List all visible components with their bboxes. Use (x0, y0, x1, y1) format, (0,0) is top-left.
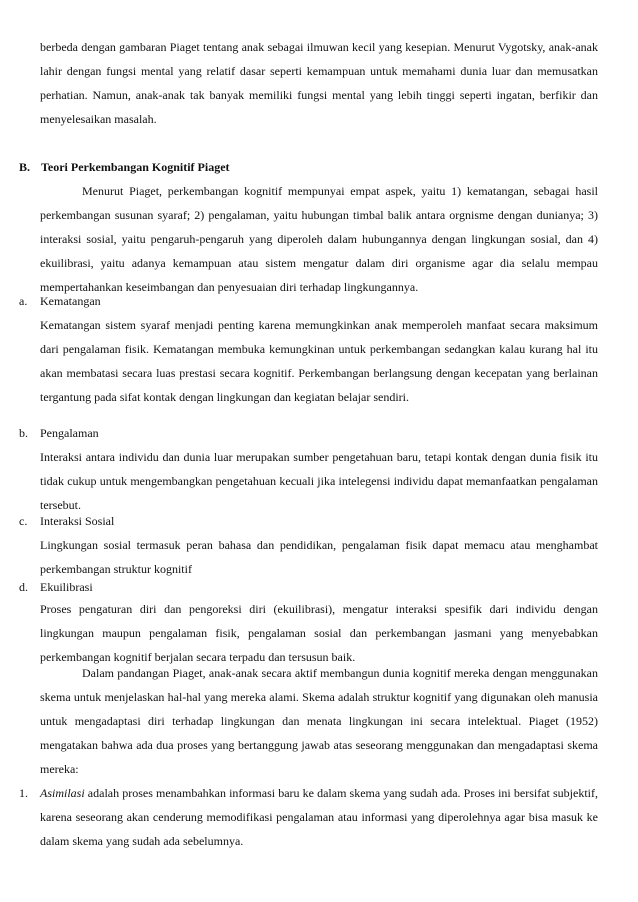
subsection-c-heading (19, 509, 114, 533)
intro-paragraph: berbeda dengan gambaran Piaget tentang anak sebagai ilmuwan kecil yang kesepian. Menurut Vygotsky, anak-anak lahir dengan fungsi mental yang relatif dasar seperti kemampuan untuk memahami dunia luar dan memusatkan perhatian. Namun, anak-anak tak banyak memiliki fungsi mental yang lebih tinggi seperti ingatan, berfikir dan menyelesaikan masalah. (40, 40, 598, 126)
numbered-item-body (40, 781, 598, 853)
subsection-d-text: Proses pengaturan diri dan pengoreksi diri (ekuilibrasi), mengatur interaksi spesifik dari individu dengan lingkungan maupun pengalaman fisik, pengalaman sosial dan perkembangan jasmani yang menyebabkan perkembangan kognitif berjalan secara terpadu dan tersusun baik. (40, 602, 598, 664)
subsection-d-title: Ekuilibrasi (40, 580, 93, 594)
numbered-item-number: 1. (19, 786, 28, 800)
subsection-d-letter: d. (19, 580, 28, 594)
subsection-b-letter: b. (19, 426, 28, 440)
subsection-d-heading (19, 575, 93, 599)
subsection-b-heading (19, 421, 99, 445)
subsection-c-text: Lingkungan sosial termasuk peran bahasa dan pendidikan, pengalaman fisik dapat memacu atau menghambat perkembangan struktur kognitif (40, 538, 598, 576)
subsection-a-text: Kematangan sistem syaraf menjadi penting karena memungkinkan anak memperoleh manfaat secara maksimum dari pengalaman fisik. Kematangan membuka kemungkinan untuk perkembangan sedangkan kalau kurang hal itu akan membatasi secara luas prestasi secara kognitif. Perkembangan berlangsung dengan kecepatan yang berlainan tergantung pada sifat kontak dengan lingkungan dan kegiatan belajar sendiri. (40, 318, 598, 404)
subsection-a-title: Kematangan (40, 294, 101, 308)
section-b-paragraph: Menurut Piaget, perkembangan kognitif mempunyai empat aspek, yaitu 1) kematangan, sebagai hasil perkembangan susunan syaraf; 2) pengalaman, yaitu hubungan timbal balik antara orgnisme dengan dunianya; 3) interaksi sosial, yaitu pengaruh-pengaruh yang diperoleh dalam hubungannya dengan lingkungan sosial, dan 4) ekuilibrasi, yaitu adanya kemampuan atau sistem mengatur dalam diri organisme agar dia selalu mempau mempertahankan keseimbangan dan penyesuaian diri terhadap lingkungannya. (40, 184, 598, 294)
numbered-item-text: adalah proses menambahkan informasi baru ke dalam skema yang sudah ada. Proses ini bersifat subjektif, karena seseorang akan cenderung memodifikasi pengalaman atau informasi yang diperolehnya agar bisa masuk ke dalam skema yang sudah ada sebelumnya. (40, 786, 598, 848)
section-b-heading (19, 155, 230, 179)
section-b-number: B. (19, 160, 31, 174)
subsection-a-heading (19, 289, 101, 313)
closing-paragraph: Dalam pandangan Piaget, anak-anak secara aktif membangun dunia kognitif mereka dengan menggunakan skema untuk menjelaskan hal-hal yang mereka alami. Skema adalah struktur kognitif yang digunakan oleh manusia untuk mengadaptasi diri terhadap lingkungan dan menata lingkungan ini secara intelektual. Piaget (1952) mengatakan bahwa ada dua proses yang bertanggung jawab atas seseorang menggunakan dan mengadaptasi skema mereka: (40, 666, 598, 776)
subsection-b-text: Interaksi antara individu dan dunia luar merupakan sumber pengetahuan baru, tetapi kontak dengan dunia fisik itu tidak cukup untuk mengembangkan pengetahuan kecuali jika intelegensi individu dapat memanfaatkan pengalaman tersebut. (40, 450, 598, 512)
subsection-a-letter: a. (19, 294, 28, 308)
numbered-item-asimilasi (19, 781, 598, 853)
section-b-title: Teori Perkembangan Kognitif Piaget (41, 160, 230, 174)
subsection-c-letter: c. (19, 514, 28, 528)
numbered-item-term: Asimilasi (40, 786, 85, 800)
subsection-c-title: Interaksi Sosial (40, 514, 115, 528)
subsection-b-title: Pengalaman (40, 426, 99, 440)
